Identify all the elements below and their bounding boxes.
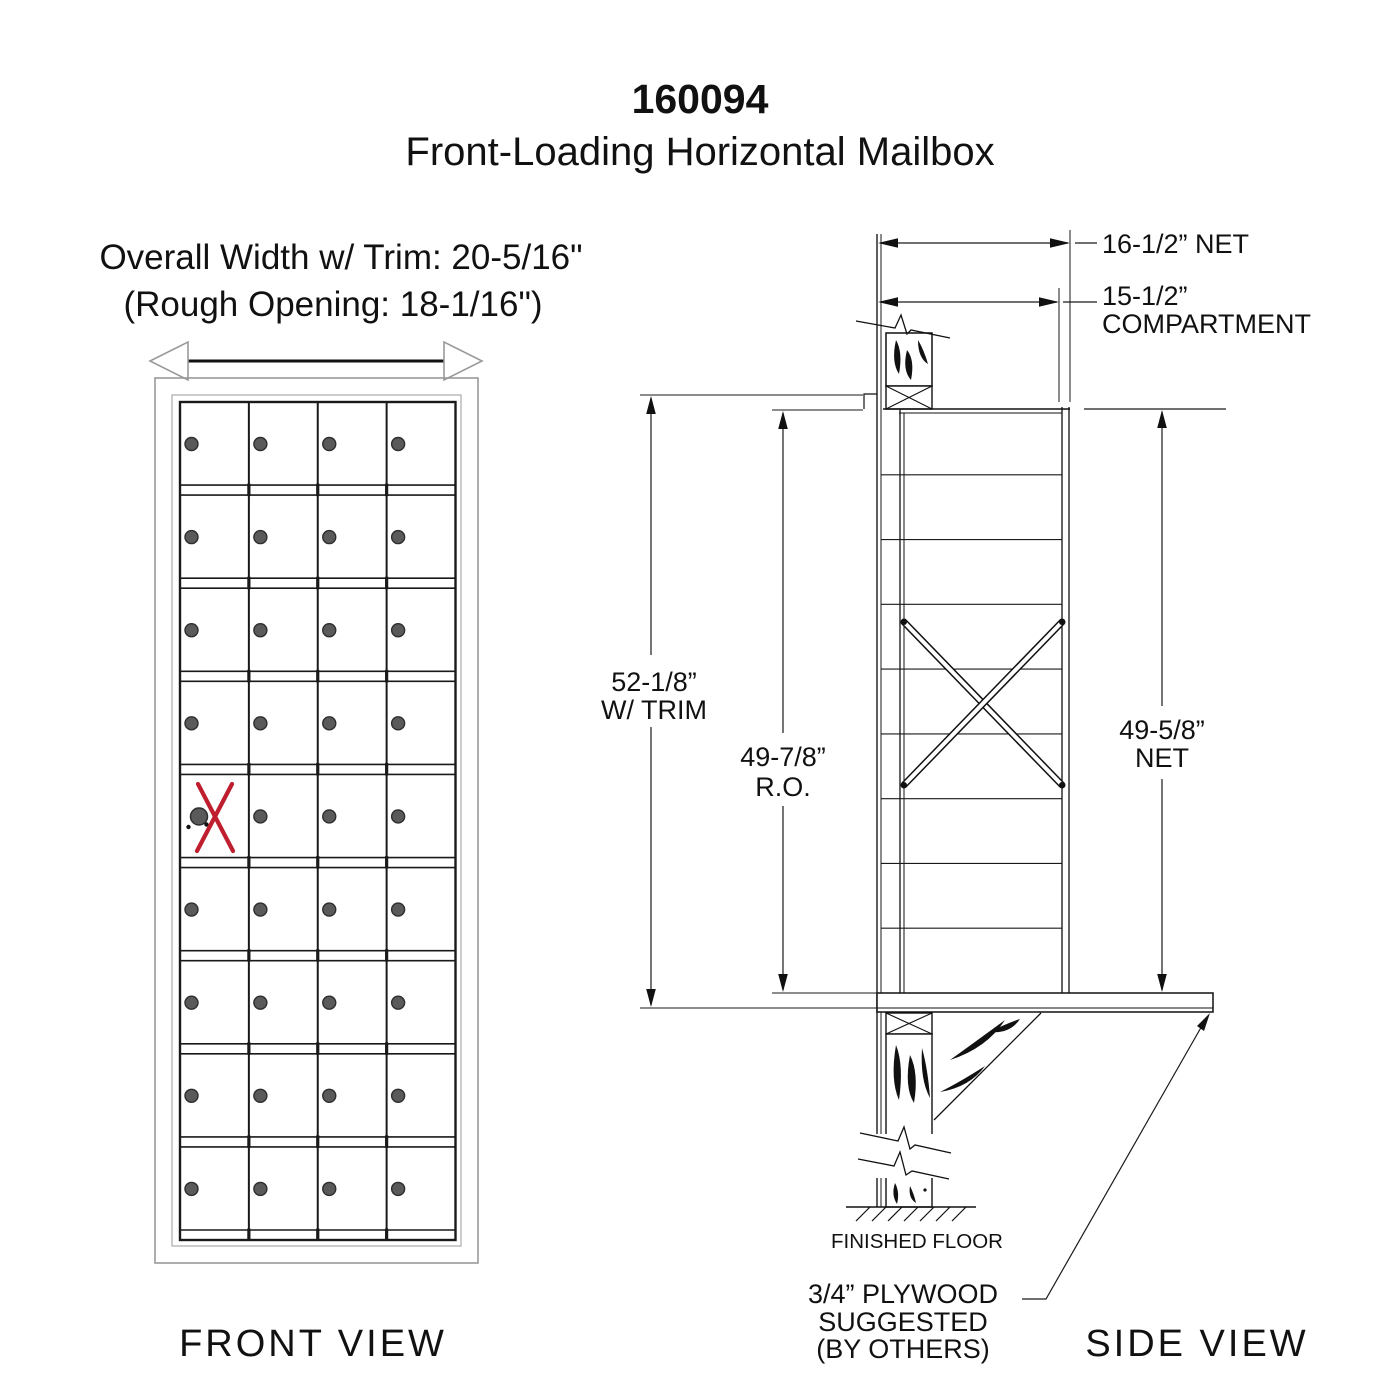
lock-dot bbox=[323, 996, 336, 1009]
dim-net-height-label-line2: NET bbox=[1135, 743, 1189, 773]
lock-dot bbox=[185, 903, 198, 916]
shelf-band-tick bbox=[385, 1135, 388, 1148]
side-view-drawing bbox=[601, 229, 1311, 1365]
shelf-band-tick bbox=[316, 763, 319, 776]
plywood-note bbox=[808, 1013, 1210, 1364]
shelf-band-tick bbox=[385, 670, 388, 683]
shelf-band-tick bbox=[316, 1229, 319, 1242]
plywood-leader-arrowhead bbox=[1197, 1013, 1210, 1031]
shelf-band-tick bbox=[247, 1229, 250, 1242]
lock-dot bbox=[254, 810, 267, 823]
shelf-band-tick bbox=[247, 577, 250, 590]
lock-dot bbox=[185, 531, 198, 544]
lock-dot bbox=[392, 624, 405, 637]
shelf-band-tick bbox=[385, 577, 388, 590]
x-brace bbox=[901, 619, 1065, 788]
width-arrow-icon bbox=[150, 342, 482, 380]
shelf-band-tick bbox=[385, 1042, 388, 1055]
plywood-note-line1: 3/4” PLYWOOD bbox=[807, 1279, 999, 1309]
front-width-note-line2: (Rough Opening: 18-1/16") bbox=[123, 285, 543, 324]
lock-dot bbox=[323, 531, 336, 544]
plywood-note-line2: SUGGESTED bbox=[818, 1307, 988, 1337]
lock-dot bbox=[323, 903, 336, 916]
lock-dot bbox=[185, 438, 198, 451]
plywood-leader-line bbox=[1022, 1017, 1207, 1299]
lock-dot bbox=[254, 996, 267, 1009]
dim-ro-label-line2: R.O. bbox=[755, 772, 811, 802]
product-name: Front-Loading Horizontal Mailbox bbox=[405, 130, 995, 174]
shelf-band-tick bbox=[247, 670, 250, 683]
compartment-grid bbox=[180, 402, 456, 1241]
lock-dot bbox=[323, 1089, 336, 1102]
bottom-wall-stud bbox=[858, 1013, 951, 1207]
front-width-note-line1: Overall Width w/ Trim: 20-5/16" bbox=[99, 238, 583, 277]
dim-net-height-label-line1: 49-5/8” bbox=[1119, 715, 1205, 745]
lock-dot bbox=[392, 438, 405, 451]
shelf-band-tick bbox=[247, 856, 250, 869]
shelf-band-tick bbox=[385, 856, 388, 869]
shelf-band-tick bbox=[247, 763, 250, 776]
model-number: 160094 bbox=[631, 76, 769, 122]
lock-dot bbox=[254, 531, 267, 544]
shelf-band-tick bbox=[316, 670, 319, 683]
lock-dot bbox=[392, 1182, 405, 1195]
shelf-band-tick bbox=[385, 484, 388, 497]
lock-dot bbox=[323, 624, 336, 637]
lock-dot bbox=[392, 1089, 405, 1102]
master-pin-dot bbox=[186, 825, 190, 829]
lock-dot bbox=[185, 624, 198, 637]
lock-dot bbox=[254, 903, 267, 916]
side-view-caption: SIDE VIEW bbox=[1085, 1323, 1309, 1365]
drawing-header bbox=[405, 76, 994, 174]
lock-dot bbox=[323, 438, 336, 451]
shelf-band-tick bbox=[316, 1042, 319, 1055]
finished-floor-label: FINISHED FLOOR bbox=[831, 1230, 1003, 1253]
lock-dot bbox=[185, 996, 198, 1009]
lock-dot bbox=[254, 1182, 267, 1195]
shelf-band-tick bbox=[247, 484, 250, 497]
dim-height-net bbox=[1119, 410, 1205, 992]
shelf-band-tick bbox=[247, 1135, 250, 1148]
dim-ro-label-line1: 49-7/8” bbox=[740, 742, 826, 772]
master-lock-dot bbox=[191, 808, 208, 825]
lock-dot bbox=[392, 531, 405, 544]
shelf-band-tick bbox=[316, 1135, 319, 1148]
plywood-shelf bbox=[877, 993, 1213, 1012]
shelf-band-tick bbox=[316, 949, 319, 962]
top-wall-stud bbox=[856, 315, 950, 409]
dim-height-ro bbox=[740, 410, 877, 993]
lock-dot bbox=[254, 624, 267, 637]
plywood-note-line3: (BY OTHERS) bbox=[816, 1334, 990, 1364]
lock-dot bbox=[323, 717, 336, 730]
dim-compartment-label-line1: 15-1/2” bbox=[1102, 281, 1188, 311]
lock-dot bbox=[392, 996, 405, 1009]
shelf-band-tick bbox=[316, 856, 319, 869]
lock-dot bbox=[185, 1182, 198, 1195]
lock-dot bbox=[185, 717, 198, 730]
dim-height-trim bbox=[601, 395, 877, 1008]
shelf-band-tick bbox=[385, 763, 388, 776]
shelf-band-tick bbox=[385, 949, 388, 962]
lock-dot bbox=[254, 717, 267, 730]
dim-net-width-label: 16-1/2” NET bbox=[1102, 229, 1250, 259]
shelf-band-tick bbox=[247, 949, 250, 962]
shelf-band-tick bbox=[247, 1042, 250, 1055]
front-view-caption: FRONT VIEW bbox=[179, 1323, 447, 1365]
mailbox-side-body bbox=[881, 407, 1226, 993]
wood-corner-brace bbox=[934, 1013, 1041, 1120]
dim-trim-label-line2: W/ TRIM bbox=[601, 695, 707, 725]
dim-compartment-label-line2: COMPARTMENT bbox=[1102, 309, 1311, 339]
lock-dot bbox=[323, 810, 336, 823]
wall-lines bbox=[877, 234, 881, 1207]
lock-dot bbox=[392, 717, 405, 730]
finished-floor-hatch bbox=[846, 1207, 976, 1221]
dim-compartment-width bbox=[878, 281, 1311, 402]
lock-dot bbox=[323, 1182, 336, 1195]
lock-dot bbox=[254, 438, 267, 451]
shelf-band-tick bbox=[385, 1229, 388, 1242]
shelf-band-tick bbox=[316, 484, 319, 497]
lock-dot bbox=[392, 903, 405, 916]
compartment-shelves bbox=[881, 475, 1062, 928]
lock-dot bbox=[392, 810, 405, 823]
front-view-drawing bbox=[99, 238, 582, 1365]
lock-dot bbox=[254, 1089, 267, 1102]
shelf-band-tick bbox=[316, 577, 319, 590]
lock-dot bbox=[185, 1089, 198, 1102]
dim-trim-label-line1: 52-1/8” bbox=[611, 667, 697, 697]
